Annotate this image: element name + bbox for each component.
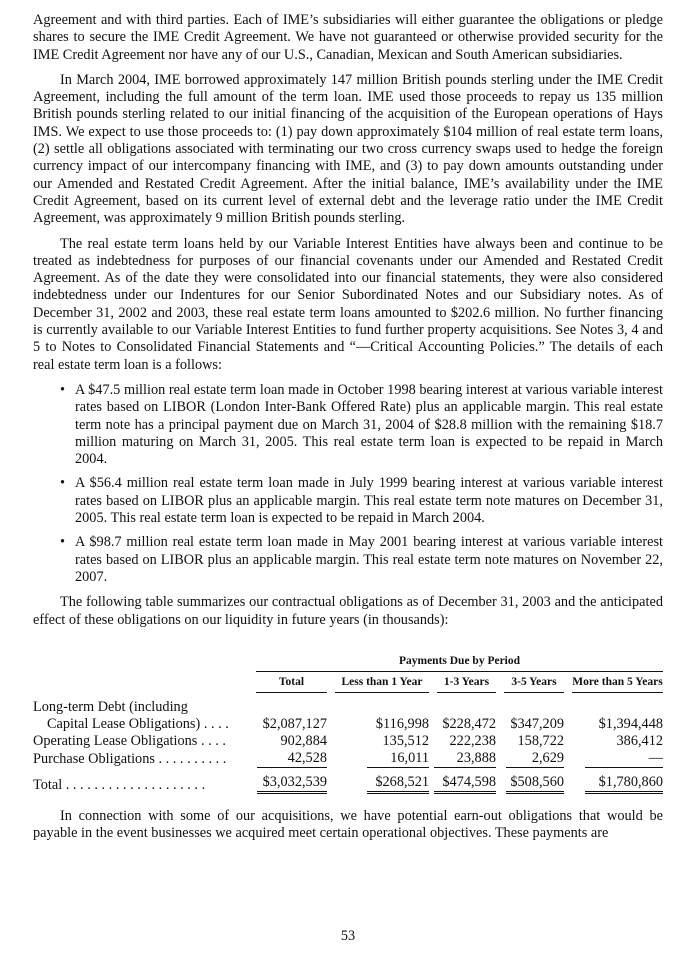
table-cell: 23,888 (429, 750, 496, 768)
table-cell: 386,412 (616, 732, 663, 749)
column-header: 1-3 Years (429, 674, 496, 693)
row-label: Capital Lease Obligations) . . . . (47, 715, 229, 732)
table-cell: $268,521 (327, 774, 429, 794)
list-item: • A $56.4 million real estate term loan made in July 1999 bearing interest at various variable interest rates based on LIBOR plus an applicable margin. This real estate term note matures on December 31, 2005. This real estate term loan is expected to be repaid in March 2004. (60, 475, 663, 527)
document-page (33, 12, 663, 850)
table-row (33, 699, 663, 716)
table-cell: $508,560 (496, 774, 564, 794)
row-label: Total . . . . . . . . . . . . . . . . . . . . (33, 776, 206, 793)
table-cell: 16,011 (327, 750, 429, 768)
paragraph-earn-out: In connection with some of our acquisitions, we have potential earn-out obligations that would be payable in the event businesses we acquired meet certain operational objectives. These payments are (33, 807, 663, 842)
row-label: Purchase Obligations . . . . . . . . . . (33, 750, 227, 767)
table-group-header: Payments Due by Period (248, 653, 663, 674)
table-cell: 42,528 (248, 750, 327, 768)
table-cell: $228,472 (442, 715, 496, 732)
row-label: Long-term Debt (including (33, 698, 188, 715)
table-row (33, 750, 663, 768)
column-header: Less than 1 Year (327, 674, 429, 693)
table-cell: 902,884 (280, 732, 327, 749)
column-header: More than 5 Years (564, 674, 663, 693)
table-cell: $1,780,860 (564, 774, 663, 794)
column-header: 3-5 Years (496, 674, 564, 693)
bullet-icon: • (60, 534, 66, 551)
table-cell: $2,087,127 (262, 715, 327, 732)
table-cell: 158,722 (517, 732, 564, 749)
list-item: • A $98.7 million real estate term loan made in May 2001 bearing interest at various variable interest rates based on LIBOR plus an applicable margin. This real estate term note matures on November 22, 2007. (60, 534, 663, 585)
table-cell: $474,598 (429, 774, 496, 794)
table-cell: $116,998 (375, 715, 429, 732)
paragraph-table-intro: The following table summarizes our contractual obligations as of December 31, 2003 and the anticipated effect of these obligations on our liquidity in future years (in thousands): (33, 594, 663, 628)
paragraph-march-2004-borrowing: In March 2004, IME borrowed approximately 147 million British pounds sterling under the IME Credit Agreement, including the full amount of the term loan. IME used those proceeds to repay us 135 million British pounds sterling related to our initial financing of the acquisition of the European operations of Hays IMS. We expect to use those proceeds to: (1) pay down approximately $104 million of real estate term loans, (2) settle all obligations associated with terminating our two cross currency swaps used to hedge the foreign currency impact of our intercompany financing with IME, and (3) to pay down amounts outstanding under our Amended and Restated Credit Agreement. After the initial balance, IME’s availability under the IME Credit Agreement, based on its current level of external debt and the leverage ratio under the IME Credit Agreement, was approximately 9 million British pounds sterling. (33, 71, 663, 227)
table-cell: 135,512 (382, 732, 429, 749)
table-cell: 222,238 (449, 732, 496, 749)
paragraph-ime-guarantees: Agreement and with third parties. Each of IME’s subsidiaries will either guarantee the obligations or pledge shares to secure the IME Credit Agreement. We have not guaranteed or otherwise provided security for the IME Credit Agreement nor have any of our U.S., Canadian, Mexican and South American subsidiaries. (33, 12, 663, 63)
row-label: Operating Lease Obligations . . . . (33, 732, 226, 749)
table-cell: — (564, 750, 663, 768)
contractual-obligations-table (33, 653, 663, 794)
table-row-total (33, 774, 663, 794)
table-cell: 2,629 (496, 750, 564, 768)
paragraph-real-estate-term-loans: The real estate term loans held by our Variable Interest Entities have always been and continue to be treated as indebtedness for purposes of our financial covenants under our Amended and Restated Credit Agreement. As of the date they were consolidated into our financial statements, they were also considered indebtedness under our Indentures for our Senior Subordinated Notes and our Subsidiary notes. As of December 31, 2002 and 2003, these real estate term loans amounted to $202.6 million. No further financing is currently available to our Variable Interest Entities to fund further property acquisitions. See Notes 3, 4 and 5 to Notes to Consolidated Financial Statements and “—Critical Accounting Policies.” The details of each real estate term loan is a follows: (33, 235, 663, 373)
table-cell: $1,394,448 (598, 715, 663, 732)
bullet-icon: • (60, 381, 66, 398)
table-row (33, 733, 663, 750)
table-row (33, 716, 663, 733)
term-loan-list (33, 382, 663, 586)
list-item: • A $47.5 million real estate term loan made in October 1998 bearing interest at various variable interest rates based on LIBOR (London Inter-Bank Offered Rate) plus an applicable margin. This real estate term note has a principal payment due on March 31, 2004 of $28.8 million with the remaining $18.7 million maturing on March 31, 2005. This real estate term loan is expected to be repaid in March 2004. (60, 381, 663, 468)
column-header: Total (248, 674, 327, 693)
page-number: 53 (340, 928, 356, 944)
table-cell: $3,032,539 (248, 774, 327, 794)
table-cell: $347,209 (510, 715, 564, 732)
bullet-icon: • (60, 475, 66, 492)
